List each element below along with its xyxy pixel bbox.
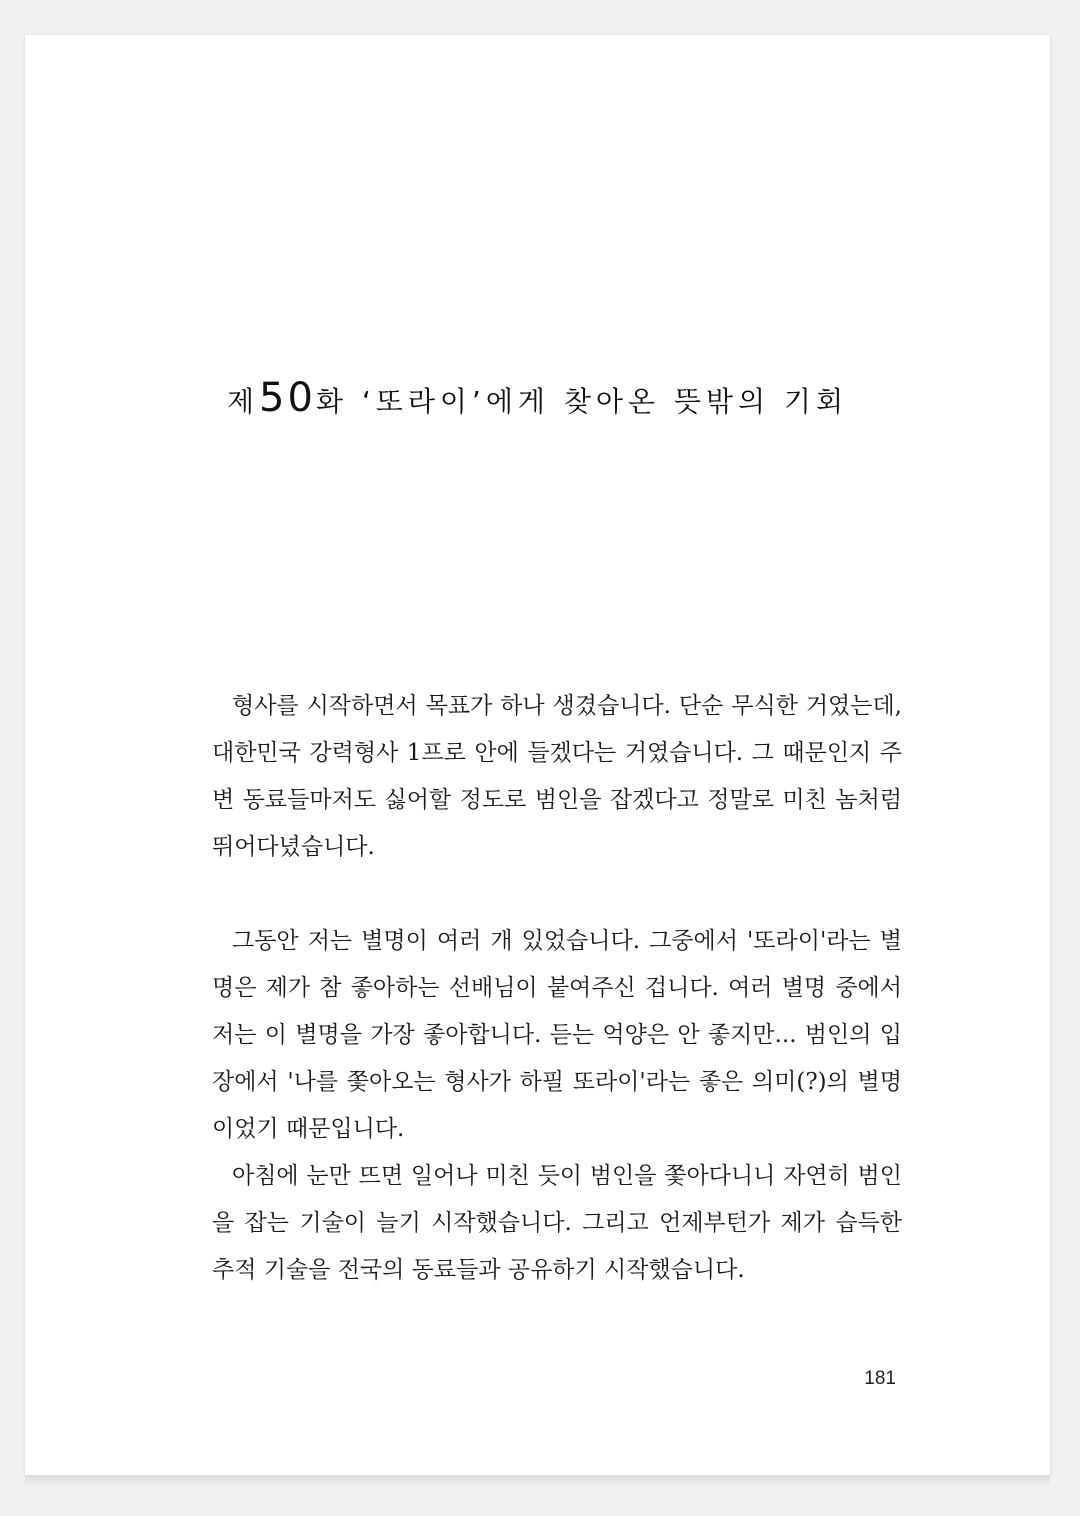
- chapter-title-text: 화 ‘또라이’에게 찾아온 뜻밖의 기회: [315, 385, 849, 418]
- chapter-number: 50: [259, 375, 316, 421]
- paragraph-spacer: [212, 871, 902, 918]
- page-number: 181: [864, 1368, 896, 1389]
- chapter-title: [25, 375, 1050, 421]
- paragraph-1: 형사를 시작하면서 목표가 하나 생겼습니다. 단순 무식한 거였는데, 대한민국 강력형사 1프로 안에 들겠다는 거였습니다. 그 때문인지 주변 동료들마저도 싫어할 정도로 범인을 잡겠다고 정말로 미친 놈처럼 뛰어다녔습니다.: [212, 693, 902, 860]
- book-page: [25, 35, 1050, 1475]
- paragraph-2: 그동안 저는 별명이 여러 개 있었습니다. 그중에서 '또라이'라는 별명은 제가 참 좋아하는 선배님이 붙여주신 겁니다. 여러 별명 중에서 저는 이 별명을 가장 좋아합니다. 듣는 억양은 안 좋지만... 범인의 입장에서 '나를 쫓아오는 형사가 하필 또라이'라는 좋은 의미(?)의 별명이었기 때문입니다.: [212, 928, 902, 1142]
- paragraph-3: 아침에 눈만 뜨면 일어나 미친 듯이 범인을 쫓아다니니 자연히 범인을 잡는 기술이 늘기 시작했습니다. 그리고 언제부턴가 제가 습득한 추적 기술을 전국의 동료들과 공유하기 시작했습니다.: [212, 1163, 902, 1283]
- page-body: [212, 683, 902, 1294]
- page-shadow: [25, 1475, 1050, 1487]
- chapter-title-prefix: 제: [226, 385, 260, 418]
